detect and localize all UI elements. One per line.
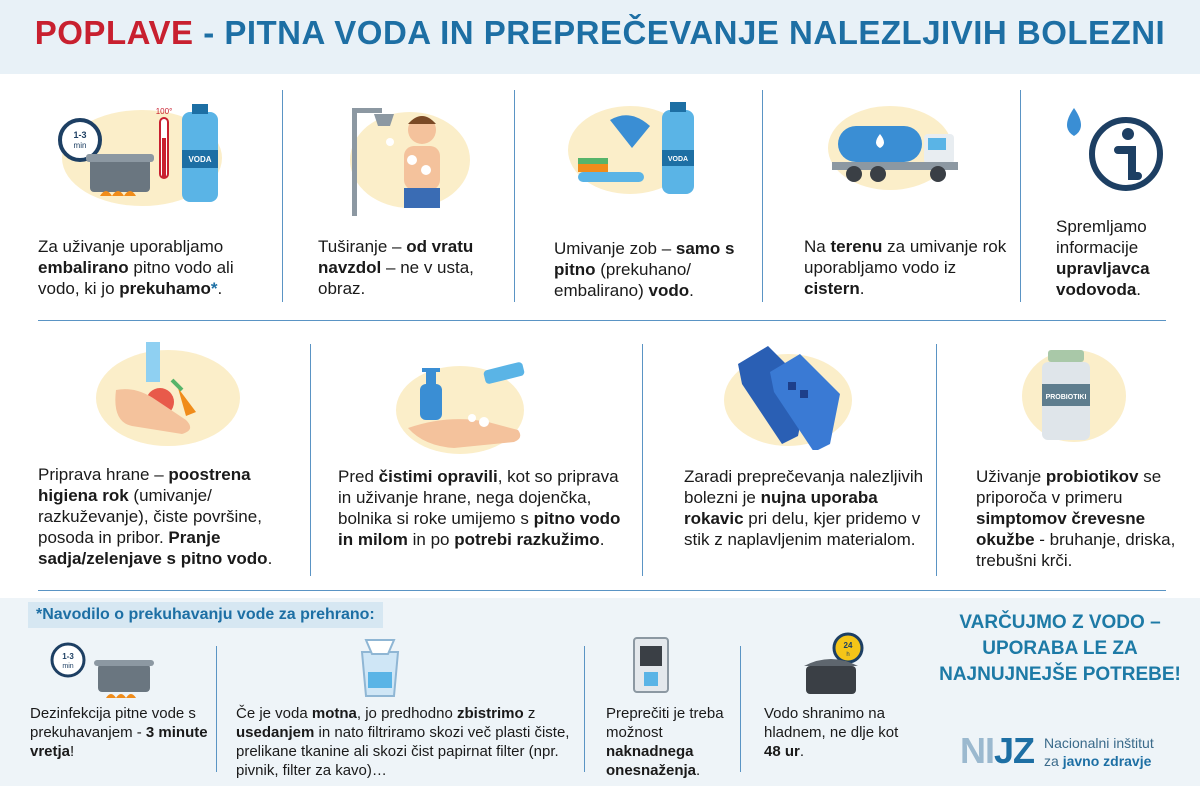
boiling-pot-timer-icon [50,638,160,700]
logo-line-2-bold: javno zdravje [1062,753,1152,769]
logo-line-1: Nacionalni inštitut [1044,735,1154,751]
svg-text:min: min [62,663,74,670]
divider [514,90,515,302]
svg-text:PROBIOTIKI: PROBIOTIKI [1045,394,1087,401]
cleaning-text: Pred čistimi opravili, kot so priprava in uživanje hrane, nega dojenčka, bolnika si roke umijemo s pitno vodo in milom in po potrebi razkužimo. [338,467,621,549]
svg-text:24: 24 [843,641,853,650]
divider [1020,90,1021,302]
logo-line-2 [1044,752,1154,770]
nijz-logo-mark [960,730,1034,772]
title-blue: - PITNA VODA IN PREPREČEVANJE NALEZLJIVIH BOLEZNI [203,14,1166,51]
svg-text:1-3: 1-3 [62,652,74,661]
divider [642,344,643,576]
slogan-line: UPORABA LE ZA [982,638,1138,659]
svg-text:VODA: VODA [188,155,212,164]
probiotics-jar-icon [1018,344,1128,444]
logo-line-2-prefix: za [1044,753,1059,769]
toothbrush-text: Umivanje zob – samo s pitno (prekuhano/ embalirano) vodo. [554,239,735,300]
svg-text:1-3: 1-3 [73,130,87,140]
logo-mark-ni: NI [960,730,994,771]
gloves-text: Zaradi preprečevanja nalezljivih bolezni je nujna uporaba rokavic pri delu, kjer pridemo v stik z naplavljenim materialom. [684,467,924,549]
rubber-gloves-icon [710,342,860,450]
water-saving-slogan [920,610,1200,688]
soap-and-hands-icon [388,358,538,458]
contamination-step-text: Preprečiti je treba možnost naknadnega onesnaženja. [606,705,724,779]
water-filter-jug-icon [352,636,408,698]
svg-text:VODA: VODA [667,156,689,163]
title-red: POPLAVE [34,14,194,51]
page-title [0,14,1200,52]
boiling-step-text: Dezinfekcija pitne vode s prekuhavanjem - 3 minute vretja! [30,705,208,760]
row-divider [38,590,1166,591]
svg-text:h: h [846,652,850,658]
washing-vegetables-icon [88,340,248,450]
water-tanker-truck-icon [820,104,970,194]
divider [762,90,763,302]
boiling-pot-and-bottle-icon [52,98,232,208]
shower-text: Tuširanje – od vratu navzdol – ne v usta, obraz. [318,237,474,298]
probiotics-text: Uživanje probiotikov se priporoča v primeru simptomov črevesne okužbe - bruhanje, driska, trebušni krči. [976,467,1176,570]
toothbrush-and-bottle-icon [560,100,710,200]
covered-pot-timer-icon [800,632,870,698]
boiling-water-text: Za uživanje uporabljamo embalirano pitno vodo ali vodo, ki jo prekuhamo*. [38,237,234,298]
nijz-logo-text [1044,734,1154,770]
svg-text:min: min [73,141,87,150]
information-text: Spremljamo informacije upravljavca vodovoda. [1056,217,1150,299]
shower-person-icon [330,100,470,218]
slogan-line: NAJNUJNEJŠE POTREBE! [939,664,1181,685]
tanker-text: Na terenu za umivanje rok uporabljamo vodo iz cistern. [804,237,1007,298]
row-divider [38,320,1166,321]
divider [584,646,585,772]
divider [310,344,311,576]
divider [282,90,283,302]
food-prep-text: Priprava hrane – poostrena higiena rok (umivanje/ razkuževanje), čiste površine, posoda in pribor. Pranje sadja/zelenjave s pitno vodo. [38,465,273,568]
storage-step-text: Vodo shranimo na hladnem, ne dlje kot 48 ur. [764,705,899,760]
divider [740,646,741,772]
svg-text:100°: 100° [155,107,173,116]
filtering-step-text: Če je voda motna, jo predhodno zbistrimo z usedanjem in nato filtriramo skozi več plasti čiste, prelikane tkanine ali skozi čist papirnat filter (npr. pivnik, filter za kavo)… [236,705,570,779]
boiling-note-title: *Navodilo o prekuhavanju vode za prehrano: [28,602,383,628]
water-drop-info-icon [1054,98,1164,198]
water-dispenser-icon [630,636,672,694]
divider [936,344,937,576]
logo-mark-jz: JZ [994,730,1035,771]
slogan-line: VARČUJMO Z VODO – [959,612,1161,633]
divider [216,646,217,772]
